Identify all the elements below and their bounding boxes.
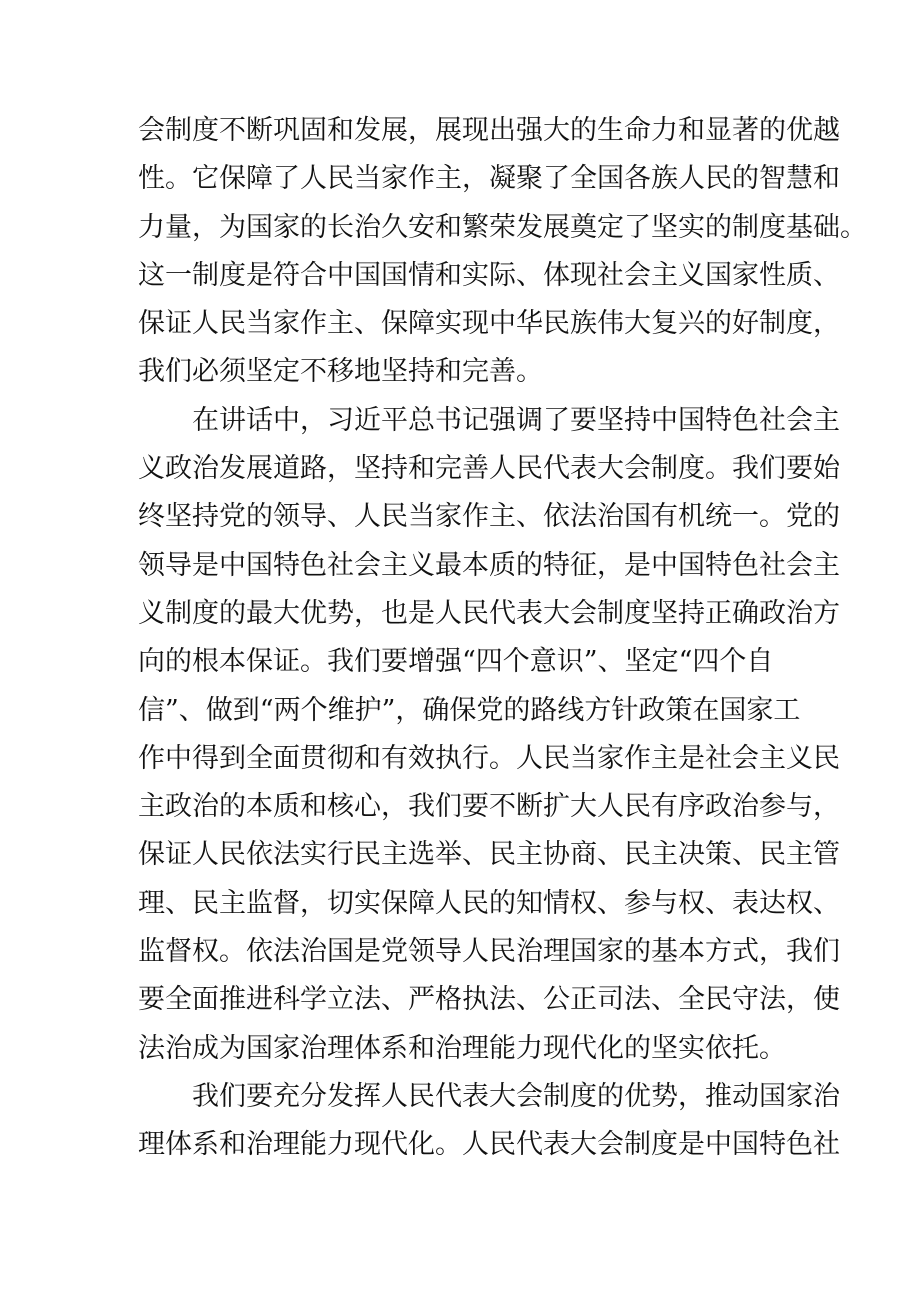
text-line: 领导是中国特色社会主义最本质的特征，是中国特色社会主 bbox=[138, 549, 840, 581]
text-line: 义政治发展道路，坚持和完善人民代表大会制度。我们要始 bbox=[138, 453, 840, 485]
paragraph-2 bbox=[138, 397, 840, 1073]
text-line: 我们必须坚定不移地坚持和完善。 bbox=[138, 356, 543, 388]
text-line: 监督权。依法治国是党领导人民治理国家的基本方式，我们 bbox=[138, 936, 840, 968]
text-line: 保证人民依法实行民主选举、民主协商、民主决策、民主管 bbox=[138, 839, 840, 871]
text-line: 理体系和治理能力现代化。人民代表大会制度是中国特色社 bbox=[138, 1129, 840, 1161]
body-text bbox=[138, 107, 867, 1170]
paragraph-3 bbox=[138, 1073, 840, 1170]
text-line: 我们要充分发挥人民代表大会制度的优势，推动国家治 bbox=[192, 1080, 840, 1112]
text-line: 要全面推进科学立法、严格执法、公正司法、全民守法，使 bbox=[138, 984, 840, 1016]
text-line: 向的根本保证。我们要增强“四个意识”、坚定“四个自 bbox=[138, 646, 774, 678]
text-line: 性。它保障了人民当家作主，凝聚了全国各族人民的智慧和 bbox=[138, 163, 840, 195]
paragraph-1 bbox=[138, 107, 867, 397]
text-line: 信”、做到“两个维护”，确保党的路线方针政策在国家工 bbox=[138, 694, 801, 726]
text-line: 作中得到全面贯彻和有效执行。人民当家作主是社会主义民 bbox=[138, 742, 840, 774]
text-line: 终坚持党的领导、人民当家作主、依法治国有机统一。党的 bbox=[138, 501, 840, 533]
text-line: 保证人民当家作主、保障实现中华民族伟大复兴的好制度， bbox=[138, 308, 840, 340]
text-line: 义制度的最大优势，也是人民代表大会制度坚持正确政治方 bbox=[138, 597, 840, 629]
text-line: 主政治的本质和核心，我们要不断扩大人民有序政治参与， bbox=[138, 791, 840, 823]
text-line: 理、民主监督，切实保障人民的知情权、参与权、表达权、 bbox=[138, 887, 840, 919]
text-line: 法治成为国家治理体系和治理能力现代化的坚实依托。 bbox=[138, 1032, 786, 1064]
text-line: 在讲话中，习近平总书记强调了要坚持中国特色社会主 bbox=[192, 404, 840, 436]
text-line: 力量，为国家的长治久安和繁荣发展奠定了坚实的制度基础。 bbox=[138, 211, 867, 243]
text-line: 会制度不断巩固和发展，展现出强大的生命力和显著的优越 bbox=[138, 115, 840, 146]
text-line: 这一制度是符合中国国情和实际、体现社会主义国家性质、 bbox=[138, 259, 840, 291]
